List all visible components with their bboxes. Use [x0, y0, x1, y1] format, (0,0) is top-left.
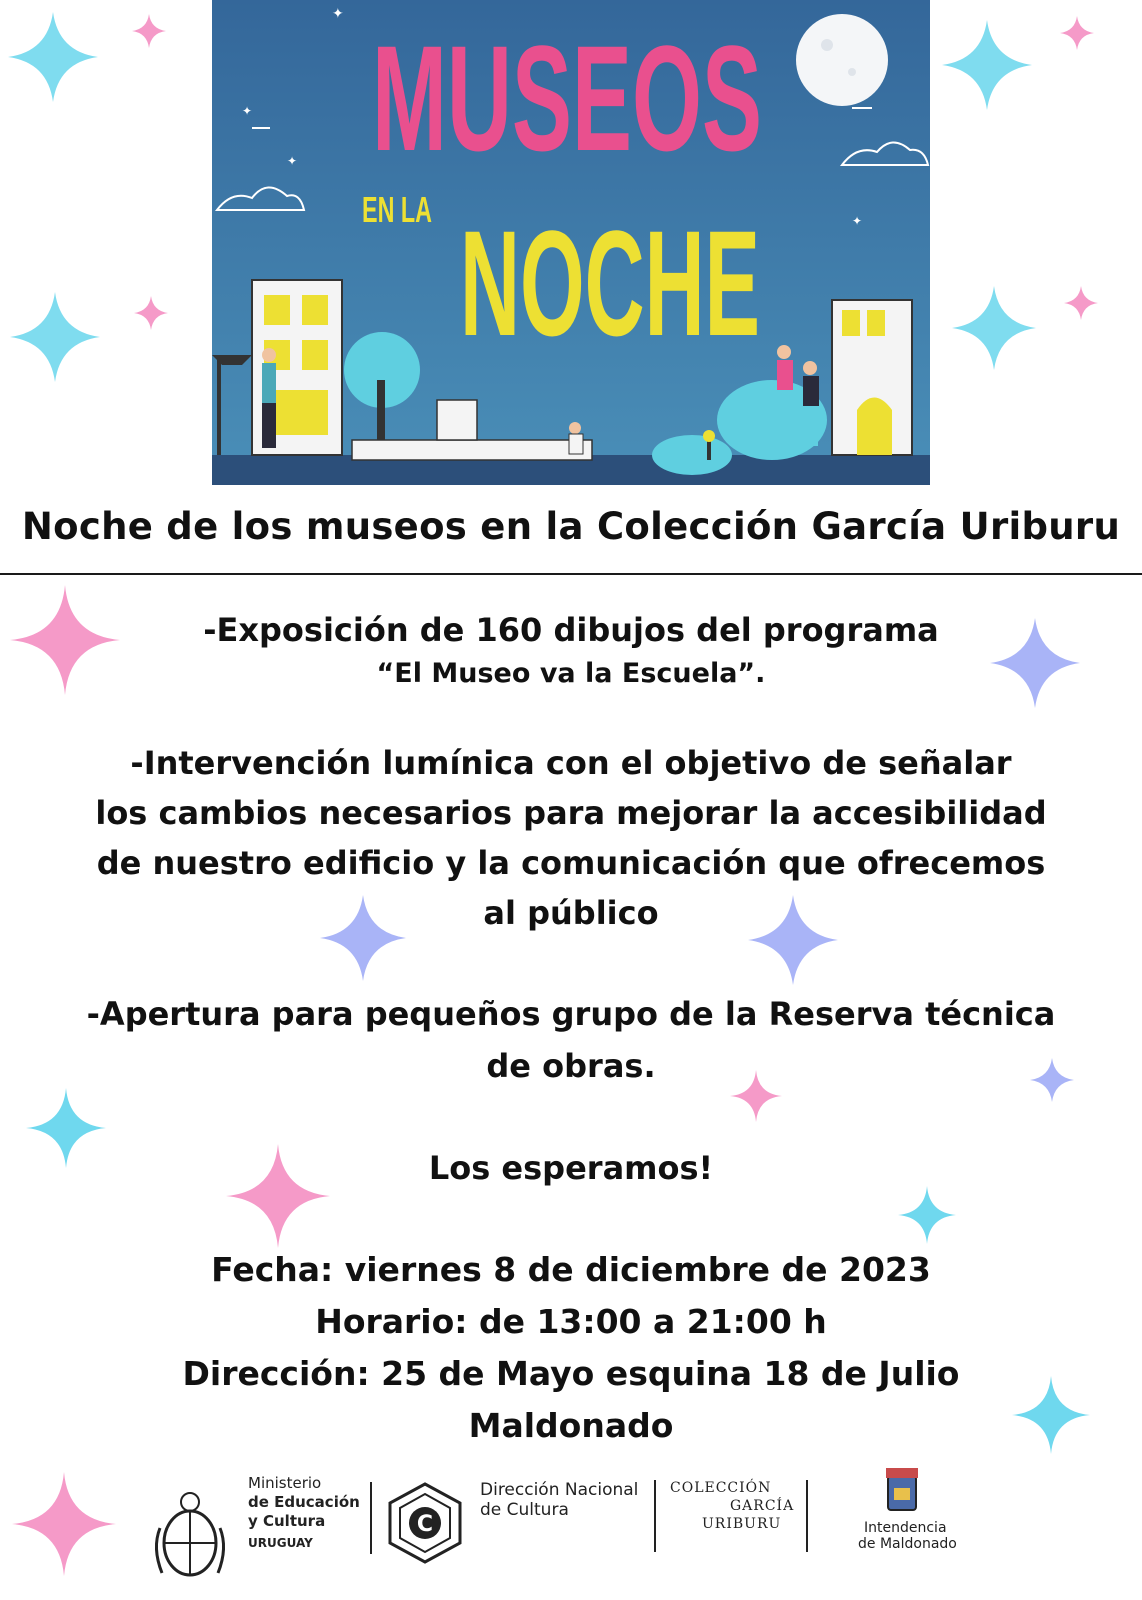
sparkle-icon: [1064, 286, 1098, 320]
item-1-line-1: -Exposición de 160 dibujos del programa: [203, 611, 939, 649]
svg-text:✦: ✦: [287, 154, 298, 168]
event-address: Dirección: 25 de Mayo esquina 18 de Julio: [182, 1354, 960, 1393]
item-2-line-2: los cambios necesarios para mejorar la accesibilidad: [95, 794, 1047, 832]
cgu-name-line-2: GARCÍA: [730, 1498, 795, 1514]
cgu-name-line-3: URIBURU: [702, 1516, 782, 1532]
poster-title-top: MUSEOS: [372, 14, 762, 182]
item-2-line-3: de nuestro edificio y la comunicación que ofrecemos: [96, 844, 1046, 882]
poster-title-small: EN LA: [362, 189, 433, 230]
maldonado-crest-icon: [882, 1466, 922, 1516]
item-3-line-2: de obras.: [486, 1047, 656, 1085]
sparkle-icon: [952, 286, 1036, 370]
logo-separator: [806, 1480, 808, 1552]
sparkle-icon: [134, 296, 168, 330]
poster-title-bottom: NOCHE: [460, 199, 760, 367]
item-3-line-1: -Apertura para pequeños grupo de la Reserva técnica: [86, 995, 1056, 1033]
item-1-sub: “El Museo va la Escuela”.: [376, 658, 766, 689]
event-time: Horario: de 13:00 a 21:00 h: [315, 1302, 827, 1341]
sparkle-icon: [8, 12, 98, 102]
event-description: [0, 608, 1142, 1452]
sponsor-logos: [120, 1474, 1000, 1598]
cgu-name-line-1: COLECCIÓN: [670, 1480, 772, 1496]
item-2-line-4: al público: [483, 894, 659, 932]
svg-text:✦: ✦: [242, 104, 253, 118]
sparkle-icon: [10, 292, 100, 382]
greeting: Los esperamos!: [428, 1149, 714, 1187]
cultura-hexagon-logo-icon: [382, 1480, 468, 1566]
item-2-line-1: -Intervención lumínica con el objetivo de señalar: [130, 744, 1012, 782]
logo-separator: [370, 1482, 372, 1554]
event-date: Fecha: viernes 8 de diciembre de 2023: [211, 1250, 931, 1289]
sparkle-icon: [1060, 16, 1094, 50]
divider: [0, 573, 1142, 575]
mec-name-line-3: y Cultura: [248, 1512, 326, 1530]
event-headline: Noche de los museos en la Colección García Uriburu: [21, 505, 1121, 548]
dnc-name-line-1: Dirección Nacional: [480, 1480, 639, 1500]
moon-icon: [796, 14, 888, 106]
logo-separator: [654, 1480, 656, 1552]
event-city: Maldonado: [468, 1406, 674, 1445]
svg-text:✦: ✦: [332, 6, 344, 22]
sparkle-icon: [942, 20, 1032, 110]
uruguay-coat-of-arms-icon: [150, 1488, 230, 1588]
sparkle-icon: [12, 1472, 116, 1576]
svg-text:✦: ✦: [852, 214, 863, 228]
mec-name-line-2: de Educación: [248, 1493, 360, 1511]
event-poster: [212, 0, 930, 485]
svg-text:C: C: [416, 1512, 434, 1537]
mec-name-line-1: Ministerio: [248, 1474, 322, 1492]
sparkle-icon: [132, 14, 166, 48]
dnc-name-line-2: de Cultura: [480, 1500, 569, 1520]
mec-country: URUGUAY: [248, 1536, 313, 1550]
idm-name-line-1: Intendencia: [864, 1520, 947, 1536]
idm-name-line-2: de Maldonado: [858, 1536, 957, 1552]
